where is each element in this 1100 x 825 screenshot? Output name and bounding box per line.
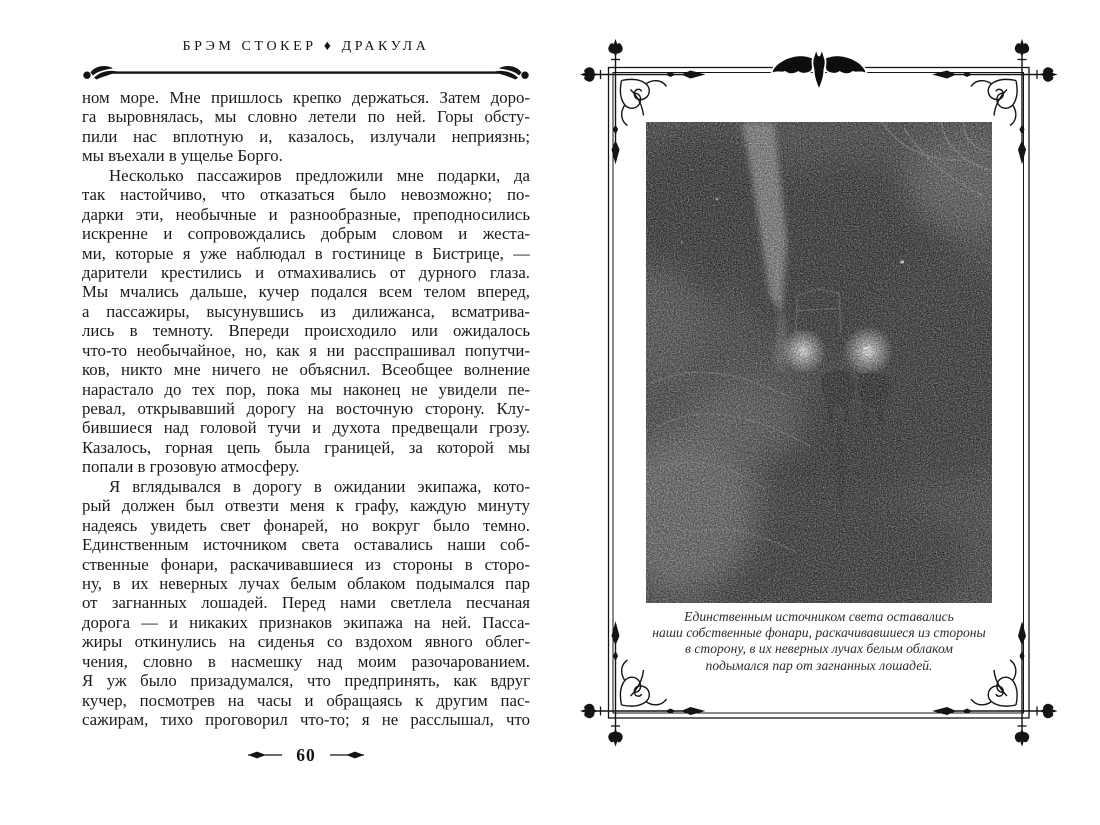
caption-line: Единственным источником света оставались xyxy=(684,609,954,624)
illustration xyxy=(646,122,992,603)
text-line: попали в грозовую атмосферу. xyxy=(82,457,300,477)
text-line: пили нас вплотную и, казалось, излучали неприязнь; xyxy=(82,126,530,146)
text-line: дарки эти, необычные и разнообразные, преподносились xyxy=(82,204,530,224)
header-divider xyxy=(82,62,530,82)
text-line: а пассажиры, высунувшись из дилижанса, всматрива- xyxy=(82,301,530,321)
page-number-dash-left-icon xyxy=(247,750,283,760)
text-line: ном море. Мне пришлось крепко держаться. Затем доро- xyxy=(82,88,530,107)
header-divider-rule xyxy=(82,62,530,82)
text-line: рый должен был отвезти меня к графу, каждую минуту xyxy=(82,496,530,516)
illustration-caption xyxy=(619,609,1019,674)
caption-line: наши собственные фонари, раскачивавшиеся из стороны xyxy=(652,625,986,641)
text-line: лись в темноту. Впереди происходило или ожидалось xyxy=(82,321,530,341)
grain-dark xyxy=(646,122,992,603)
text-line: надеясь увидеть свет фонарей, но вокруг было темно. xyxy=(82,515,530,535)
text-line: дарители крестились и отмахивались от дурного глаза. xyxy=(82,262,530,282)
text-line: га выровнялась, мы словно летели по ней. Горы обсту- xyxy=(82,107,530,127)
page-number: 60 xyxy=(296,745,316,765)
running-header: БРЭМ СТОКЕР ♦ ДРАКУЛА xyxy=(182,39,430,54)
divider-swash-right-icon xyxy=(494,66,529,80)
text-line: от загнанных лошадей. Перед нами светлела песчаная xyxy=(82,593,530,613)
text-line: Мы мчались дальше, кучер подался всем телом вперед, xyxy=(82,282,530,302)
page-number-row xyxy=(82,746,530,764)
text-line: ми, которые я уже наблюдал в гостинице в Бистрице, — xyxy=(82,243,530,263)
text-line: Я уж было призадумался, что предпринять, как вдруг xyxy=(82,671,530,691)
text-line: дорога — и никаких признаков экипажа на ней. Пасса- xyxy=(82,612,530,632)
text-line: ственные фонари, раскачивавшиеся из стороны в сторо- xyxy=(82,554,530,574)
text-line: так настойчиво, что отказаться было невозможно; по- xyxy=(82,185,530,205)
text-line: ревал, открывавший дорогу на восточную сторону. Клу- xyxy=(82,399,530,418)
text-line: Несколько пассажиров предложили мне подарки, да xyxy=(109,165,530,185)
caption-line: подымался пар от загнанных лошадей. xyxy=(705,657,933,673)
text-line: нарастало до тех пор, пока мы наконец не увидели пе- xyxy=(82,379,530,399)
divider-rule xyxy=(112,71,500,73)
caption-line: в сторону, в их неверных лучах белым облаком xyxy=(685,641,953,657)
left-page xyxy=(82,36,530,729)
text-line: искренне и сопровождались добрым словом и жеста- xyxy=(82,224,530,244)
text-line: что-то необычайное, но, как я ни расспрашивал попутчи- xyxy=(82,340,530,360)
bat-icon xyxy=(773,52,866,89)
text-line: ков, никто мне ничего не объяснил. Всеобщее волнение xyxy=(82,360,530,380)
text-line: Единственным источником света оставались наши соб- xyxy=(82,535,530,555)
text-line: сажирам, тихо проговорил что-то; я не расслышал, что xyxy=(82,710,530,729)
text-line: жиры откинулись на сиденья со вздохом явного облег- xyxy=(82,632,530,652)
text-line: ну, в их неверных лучах белым облаком подымался пар xyxy=(82,573,530,593)
text-line: кучер, посмотрев на часы и обращаясь к другим пас- xyxy=(82,690,530,710)
text-line: Я вглядывался в дорогу в ожидании экипажа, кото- xyxy=(109,476,530,496)
page-number-dash-right-icon xyxy=(329,750,365,760)
body-text xyxy=(82,88,530,729)
text-line: чения, словно в насмешку над моим разочарованием. xyxy=(82,651,530,671)
text-line: Казалось, горная цепь была границей, за которой мы xyxy=(82,437,530,457)
text-line: бившиеся над головой тучи и духота предвещали грозу. xyxy=(82,418,530,438)
text-line: мы въехали в ущелье Борго. xyxy=(82,146,283,166)
